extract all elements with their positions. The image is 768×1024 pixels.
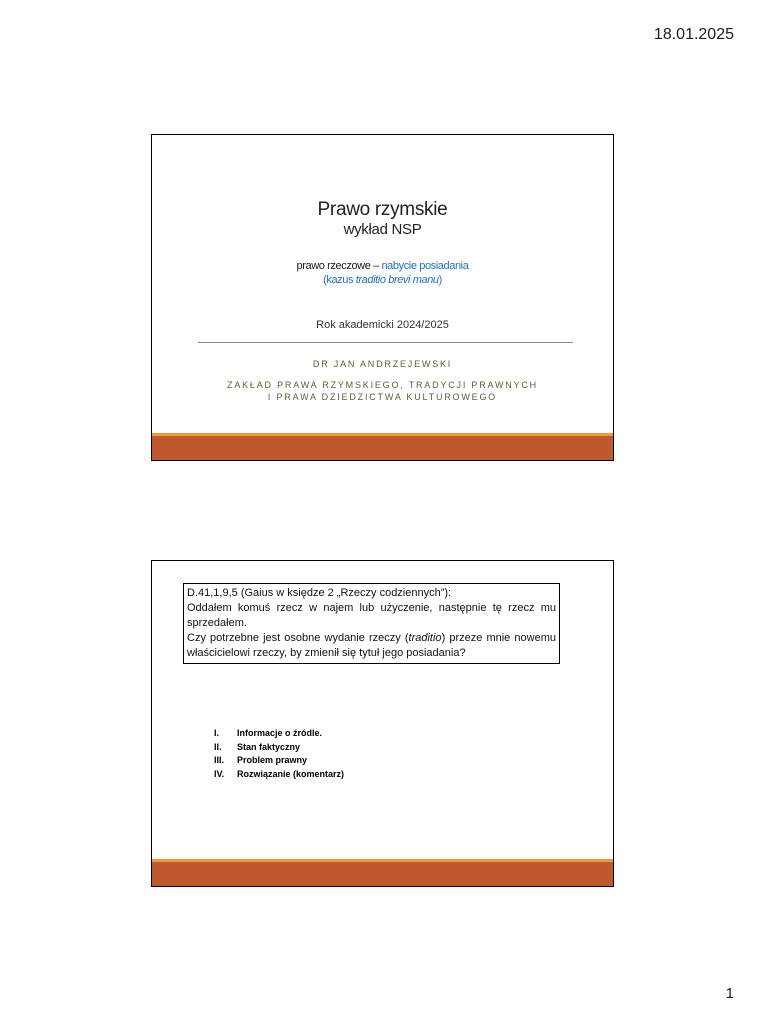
case-text-box (183, 583, 560, 664)
list-item: II. Stan faktyczny (214, 741, 301, 752)
slide-footer-band (152, 433, 613, 460)
topic-case: (kazus traditio brevi manu) (323, 274, 442, 286)
list-item: III. Problem prawny (214, 755, 308, 765)
department-name: ZAKŁAD PRAWA RZYMSKIEGO, TRADYCJI PRAWNYCH I PRAWA DZIEDZICTWA KULTUROWEGO (227, 380, 538, 402)
divider (198, 342, 573, 343)
slide-footer-band (152, 859, 613, 886)
slide-title: Prawo rzymskie (317, 199, 448, 220)
source-reference: D.41,1,9,5 (Gaius w księdze 2 „Rzeczy codziennych”): (187, 587, 452, 599)
author-name: DR JAN ANDRZEJEWSKI (312, 359, 453, 369)
academic-year: Rok akademicki 2024/2025 (316, 319, 449, 331)
slide-1 (151, 134, 614, 461)
topic-highlight: nabycie posiadania (381, 260, 469, 272)
list-item: IV. Rozwiązanie (komentarz) (214, 768, 345, 779)
outline-list (214, 727, 344, 781)
page-date: 18.01.2025 (653, 26, 734, 43)
topic-label: prawo rzeczowe – (296, 260, 382, 272)
case-question: Czy potrzebne jest osobne wydanie rzeczy (traditio) przeze mnie nowemu właścicielowi rzeczy, by zmienił się tytuł jego posiadania? (187, 632, 556, 659)
slide-2 (151, 560, 614, 887)
slide-subtitle: wykład NSP (343, 221, 422, 238)
case-facts: Oddałem komuś rzecz w najem lub użyczenie, następnie tę rzecz mu sprzedałem. (187, 602, 556, 629)
page-number: 1 (725, 985, 734, 1002)
slide-topic (152, 259, 613, 287)
list-item: I. Informacje o źródle. (214, 728, 323, 738)
